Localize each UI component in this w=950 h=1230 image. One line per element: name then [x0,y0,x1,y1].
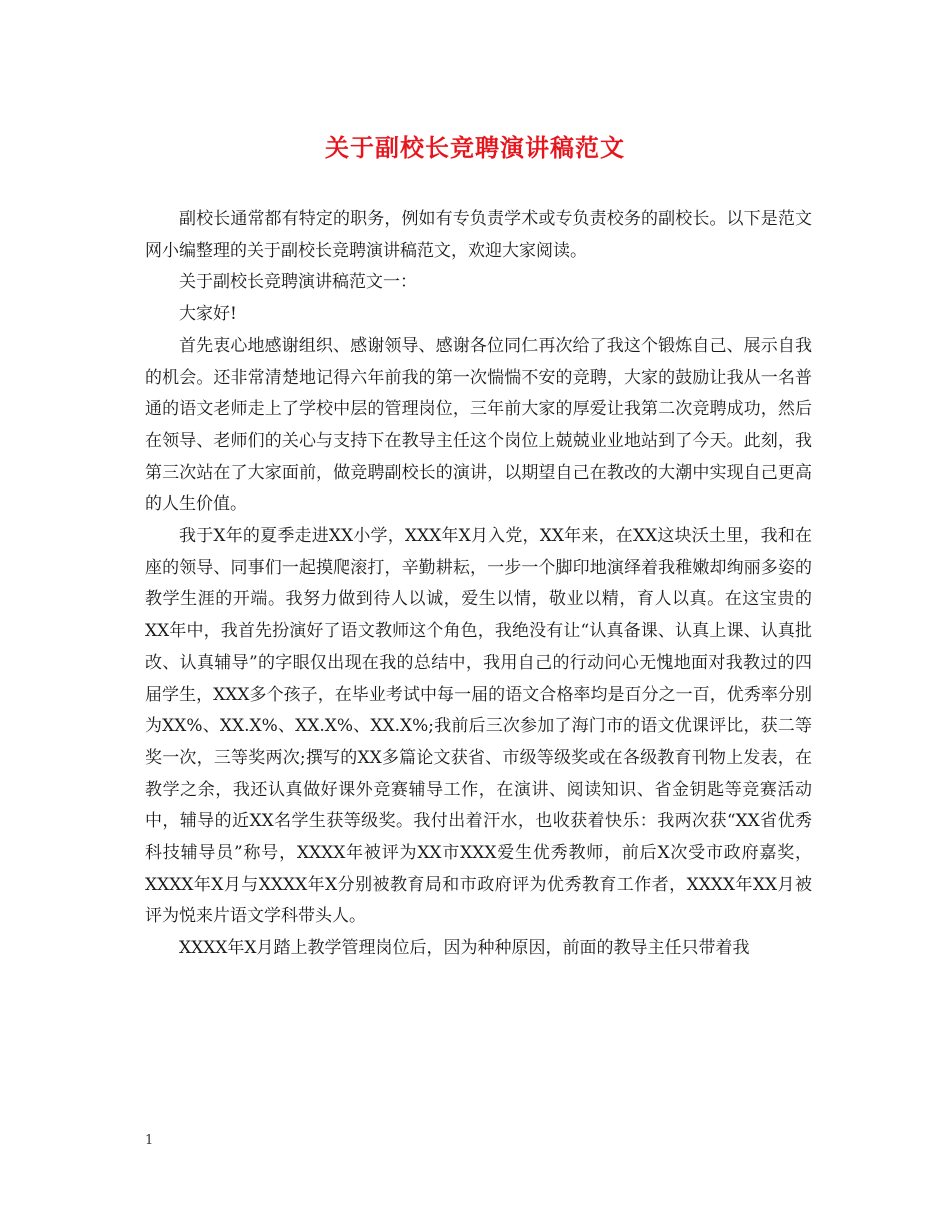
paragraph-intro: 副校长通常都有特定的职务，例如有专负责学术或专负责校务的副校长。以下是范文网小编整理的关于副校长竞聘演讲稿范文，欢迎大家阅读。 [145,209,812,261]
document-body [145,204,812,965]
paragraph-career: 我于X年的夏季走进XX小学，XXX年X月入党，XX年来，在XX这块沃土里，我和在座的领导、同事们一起摸爬滚打，辛勤耕耘，一步一个脚印地演绎着我稚嫩却绚丽多姿的教学生涯的开端。我努力做到待人以诚，爱生以情，敬业以精，育人以真。在这宝贵的XX年中，我首先扮演好了语文教师这个角色，我绝没有让“认真备课、认真上课、认真批改、认真辅导”的字眼仅出现在我的总结中，我用自己的行动问心无愧地面对我教过的四届学生，XXX多个孩子，在毕业考试中每一届的语文合格率均是百分之一百，优秀率分别为XX%、XX.X%、XX.X%、XX.X%;我前后三次参加了海门市的语文优课评比，获二等奖一次，三等奖两次;撰写的XX多篇论文获省、市级等级奖或在各级教育刊物上发表，在教学之余，我还认真做好课外竞赛辅导工作，在演讲、阅读知识、省金钥匙等竞赛活动中，辅导的近XX名学生获等级奖。我付出着汗水，也收获着快乐：我两次获“XX省优秀科技辅导员”称号，XXXX年被评为XX市XXX爱生优秀教师，前后X次受市政府嘉奖，XXXX年X月与XXXX年X分别被教育局和市政府评为优秀教育工作者，XXXX年XX月被评为悦来片语文学科带头人。 [145,526,812,927]
page-number: 1 [145,1133,154,1148]
paragraph-heading: 关于副校长竞聘演讲稿范文一： [179,272,417,293]
paragraph-greeting: 大家好! [179,304,237,325]
document-title: 关于副校长竞聘演讲稿范文 [325,133,625,162]
paragraph-thanks: 首先衷心地感谢组织、感谢领导、感谢各位同仁再次给了我这个锻炼自己、展示自我的机会。还非常清楚地记得六年前我的第一次惴惴不安的竞聘，大家的鼓励让我从一名普通的语文老师走上了学校中层的管理岗位，三年前大家的厚爱让我第二次竞聘成功，然后在领导、老师们的关心与支持下在教导主任这个岗位上兢兢业业地站到了今天。此刻，我第三次站在了大家面前，做竞聘副校长的演讲，以期望自己在教改的大潮中实现自己更高的人生价值。 [145,335,812,515]
paragraph-management: XXXX年X月踏上教学管理岗位后，因为种种原因，前面的教导主任只带着我 [179,938,750,959]
